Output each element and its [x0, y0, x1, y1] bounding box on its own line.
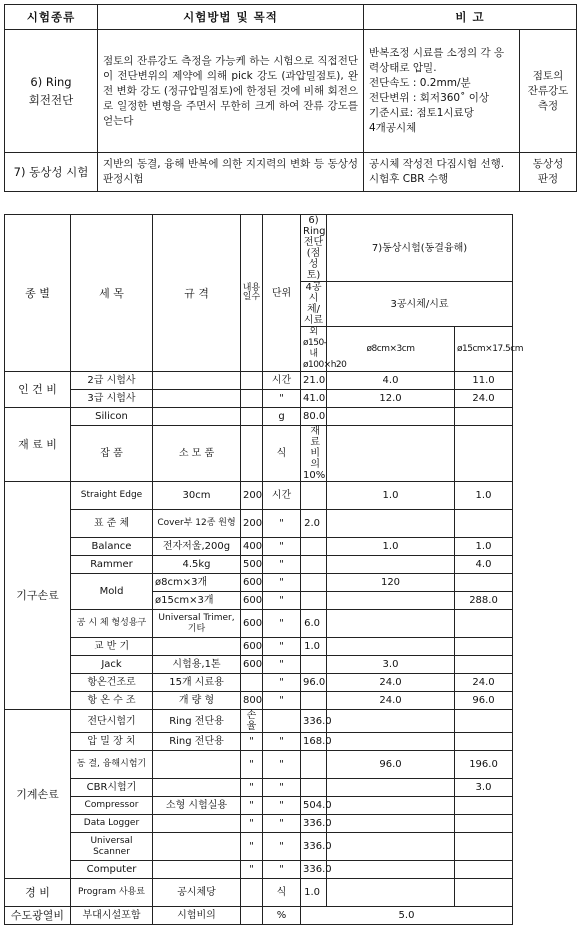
cost-freeze-small-value [327, 510, 455, 538]
cost-unit: 시간 [263, 482, 301, 510]
cost-freeze-large-value [455, 610, 513, 638]
cost-freeze-large-value [455, 797, 513, 815]
cost-freeze-small-value: 24.0 [327, 674, 455, 692]
header-test-type: 시험종류 [5, 5, 98, 30]
cost-life: " [241, 815, 263, 833]
header-ring-specimens: 4공시체/시료 [301, 282, 327, 327]
cost-unit [263, 710, 301, 733]
cost-unit: " [263, 556, 301, 574]
cost-life [241, 390, 263, 408]
table-row [5, 692, 577, 710]
header-useful-life [241, 215, 263, 372]
cost-spec [153, 638, 241, 656]
cost-unit: " [263, 610, 301, 638]
cost-ring-value: 1.0 [301, 879, 327, 907]
cost-life: " [241, 797, 263, 815]
cost-item: 항온건조로 [71, 674, 153, 692]
header-freeze-specimens: 3공시체/시료 [327, 282, 513, 327]
cost-life [241, 408, 263, 426]
cost-ring-value [301, 656, 327, 674]
cost-freeze-small-value [327, 733, 455, 751]
test-name-line-1: 6) Ring [30, 75, 72, 89]
cost-spec [153, 372, 241, 390]
cost-spec: 4.5kg [153, 556, 241, 574]
cost-freeze-small-value [327, 426, 455, 482]
cost-freeze-large-value [455, 656, 513, 674]
test-name-line-2: 회전전단 [28, 93, 74, 107]
table-row [5, 879, 577, 907]
cost-freeze-large-value: 96.0 [455, 692, 513, 710]
cost-freeze-small-value: 12.0 [327, 390, 455, 408]
header-small-mold-dims: ø8cm×3cm [327, 327, 455, 372]
cost-freeze-large-value: 1.0 [455, 482, 513, 510]
cost-spec: ø15cm×3개 [153, 592, 241, 610]
header-ring-dims: 외ø150-내ø100×h20 [301, 327, 327, 372]
cost-life: 600 [241, 638, 263, 656]
cost-unit: " [263, 674, 301, 692]
cost-freeze-large-value: 24.0 [455, 390, 513, 408]
cost-spec [153, 833, 241, 861]
cost-ring-value: 336.0 [301, 861, 327, 879]
cost-freeze-small-value: 4.0 [327, 372, 455, 390]
cost-life: 600 [241, 610, 263, 638]
cost-life: 손율 [241, 710, 263, 733]
cost-life: " [241, 833, 263, 861]
cost-item: Universal Scanner [71, 833, 153, 861]
cost-freeze-small-value [327, 556, 455, 574]
cost-item: 압 밀 장 치 [71, 733, 153, 751]
table-row [5, 751, 577, 779]
cost-unit: " [263, 779, 301, 797]
cost-ring-value [301, 482, 327, 510]
header-category: 종 별 [5, 215, 71, 372]
cost-ring-value [301, 556, 327, 574]
cost-unit: " [263, 692, 301, 710]
cost-item: 2급 시험사 [71, 372, 153, 390]
cost-ring-value: 1.0 [301, 638, 327, 656]
cost-ring-value [301, 692, 327, 710]
cost-item: 동 결, 융해시험기 [71, 751, 153, 779]
cost-ring-value [301, 538, 327, 556]
cost-freeze-small-value: 1.0 [327, 538, 455, 556]
test-conditions: 공시체 작성전 다짐시험 선행. 시험후 CBR 수행 [364, 153, 520, 192]
cost-ring-value: 21.0 [301, 372, 327, 390]
test-purpose: 동상성 판정 [520, 153, 577, 192]
cost-item: Mold [71, 574, 153, 610]
cost-freeze-large-value: 196.0 [455, 751, 513, 779]
cost-category: 기계손료 [5, 710, 71, 879]
cost-ring-value: 336.0 [301, 815, 327, 833]
table-row [5, 733, 577, 751]
cost-item: 전단시험기 [71, 710, 153, 733]
cost-spec [153, 815, 241, 833]
cost-category: 기구손료 [5, 482, 71, 710]
cost-freeze-small-value [327, 879, 455, 907]
cost-freeze-large-value [455, 861, 513, 879]
table-row [5, 390, 577, 408]
cost-item: 항 온 수 조 [71, 692, 153, 710]
test-method-table [4, 4, 577, 192]
test-description: 점토의 잔류강도 측정을 가능케 하는 시험으로 직접전단이 전단변위의 제약에 의해 pick 강도 (과압밀점토), 완전 변화 강도 (정규압밀점토)에 한정된 것에 비해 회전으로 일정한 변형을 주면서 무한히 크게 하여 잔류 강도를 얻는다 [98, 30, 364, 153]
cost-unit: " [263, 861, 301, 879]
cost-ring-value: 80.0 [301, 408, 327, 426]
cost-freeze-large-value [455, 733, 513, 751]
cost-category: 재 료 비 [5, 408, 71, 482]
table-row [5, 408, 577, 426]
cost-life [241, 372, 263, 390]
test-name [5, 30, 98, 153]
cost-unit: " [263, 510, 301, 538]
table-row [5, 907, 577, 925]
cost-life: 600 [241, 592, 263, 610]
cost-spec: 전자저울,200g [153, 538, 241, 556]
cost-spec: Ring 전단용 [153, 710, 241, 733]
cost-life: 400 [241, 538, 263, 556]
cost-spec: ø8cm×3개 [153, 574, 241, 592]
cost-life: " [241, 751, 263, 779]
header-method-purpose: 시험방법 및 목적 [98, 5, 364, 30]
cost-freeze-small-value [327, 592, 455, 610]
cost-unit: " [263, 656, 301, 674]
cost-ring-value [301, 751, 327, 779]
header-useful-life-label: 내용 일수 [242, 283, 261, 302]
cost-category: 수도광열비 [5, 907, 71, 925]
cost-ring-value [301, 779, 327, 797]
cost-unit: " [263, 733, 301, 751]
cost-spec: 15개 시료용 [153, 674, 241, 692]
table-row [5, 538, 577, 556]
cost-spec: 소 모 품 [153, 426, 241, 482]
cost-item: Computer [71, 861, 153, 879]
cost-item: Jack [71, 656, 153, 674]
cost-freeze-small-value: 96.0 [327, 751, 455, 779]
cost-spec [153, 861, 241, 879]
cost-unit: % [263, 907, 301, 925]
cost-spec: 시험비의 [153, 907, 241, 925]
header-spec: 규 격 [153, 215, 241, 372]
table-row [5, 710, 577, 733]
cost-life: 200 [241, 482, 263, 510]
cost-freeze-small-value [327, 833, 455, 861]
header-remarks: 비 고 [364, 5, 577, 30]
cost-spec: 개 량 형 [153, 692, 241, 710]
cost-table-body [5, 372, 577, 925]
cost-freeze-large-value [455, 510, 513, 538]
cost-freeze-small-value: 3.0 [327, 656, 455, 674]
cost-freeze-large-value: 288.0 [455, 592, 513, 610]
cost-ring-value: 2.0 [301, 510, 327, 538]
cost-freeze-large-value [455, 833, 513, 861]
cost-freeze-large-value [455, 815, 513, 833]
cost-ring-value [301, 592, 327, 610]
table-row [5, 30, 577, 153]
cost-spec: Universal Trimer,기타 [153, 610, 241, 638]
cost-life: 600 [241, 656, 263, 674]
cost-item: 공 시 체 형성용구 [71, 610, 153, 638]
cost-freeze-large-value [455, 574, 513, 592]
cost-freeze-large-value [455, 638, 513, 656]
cost-item: 표 준 체 [71, 510, 153, 538]
cost-spec: 시험용,1톤 [153, 656, 241, 674]
cost-unit: " [263, 390, 301, 408]
test-method-header [5, 5, 577, 30]
cost-unit: " [263, 592, 301, 610]
cost-item: Silicon [71, 408, 153, 426]
cost-life [241, 674, 263, 692]
table-row [5, 510, 577, 538]
cost-item: Program 사용료 [71, 879, 153, 907]
table-row [5, 372, 577, 390]
cost-life [241, 907, 263, 925]
test-conditions: 반복조정 시료를 소정의 각 응력상태로 압밀. 전단속도 : 0.2mm/분 전단변위 : 회저360˚ 이상 기준시료: 점토1시료당 4개공시체 [364, 30, 520, 153]
cost-freeze-small-value [327, 610, 455, 638]
cost-ring-value: 504.0 [301, 797, 327, 815]
cost-item: Compressor [71, 797, 153, 815]
cost-life: " [241, 779, 263, 797]
test-description: 지반의 동결, 융해 반복에 의한 지지력의 변화 등 동상성 판정시험 [98, 153, 364, 192]
table-row [5, 426, 577, 482]
cost-freeze-small-value [327, 815, 455, 833]
cost-life: 600 [241, 574, 263, 592]
cost-ring-value: 336.0 [301, 833, 327, 861]
cost-ring-value: 재료비의 10% [301, 426, 327, 482]
cost-freeze-large-value: 3.0 [455, 779, 513, 797]
cost-freeze-small-value: 1.0 [327, 482, 455, 510]
cost-freeze-small-value [327, 710, 455, 733]
cost-ring-value: 41.0 [301, 390, 327, 408]
table-row [5, 656, 577, 674]
cost-freeze-small-value [327, 408, 455, 426]
table-row [5, 797, 577, 815]
cost-spec [153, 390, 241, 408]
cost-item: Rammer [71, 556, 153, 574]
cost-spec: Ring 전단용 [153, 733, 241, 751]
cost-category: 인 건 비 [5, 372, 71, 408]
cost-life: 800 [241, 692, 263, 710]
table-row [5, 674, 577, 692]
cost-freeze-small-value: 120 [327, 574, 455, 592]
cost-item: 3급 시험사 [71, 390, 153, 408]
table-row [5, 556, 577, 574]
cost-life: 500 [241, 556, 263, 574]
cost-item: CBR시험기 [71, 779, 153, 797]
cost-life [241, 426, 263, 482]
cost-freeze-large-value: 11.0 [455, 372, 513, 390]
cost-freeze-small-value [327, 797, 455, 815]
cost-unit: g [263, 408, 301, 426]
header-unit: 단위 [263, 215, 301, 372]
cost-spec [153, 751, 241, 779]
table-row [5, 482, 577, 510]
header-ring-shear: 6) Ring전단(점성토) [301, 215, 327, 282]
cost-freeze-small-value [327, 779, 455, 797]
cost-life: 200 [241, 510, 263, 538]
cost-spec: 30cm [153, 482, 241, 510]
cost-unit: " [263, 797, 301, 815]
table-row [5, 638, 577, 656]
cost-unit: " [263, 751, 301, 779]
cost-table [4, 214, 577, 925]
cost-freeze-large-value [455, 408, 513, 426]
cost-spec [153, 408, 241, 426]
table-row [5, 861, 577, 879]
table-row [5, 779, 577, 797]
cost-freeze-large-value: 24.0 [455, 674, 513, 692]
cost-category: 경 비 [5, 879, 71, 907]
header-freeze-thaw: 7)동상시험(동결융해) [327, 215, 513, 282]
cost-life: " [241, 733, 263, 751]
cost-ring-value: 6.0 [301, 610, 327, 638]
cost-item: 부대시설포함 [71, 907, 153, 925]
cost-freeze-large-value: 4.0 [455, 556, 513, 574]
cost-freeze-large-value: 1.0 [455, 538, 513, 556]
cost-freeze-large-value [455, 710, 513, 733]
cost-header-row-1 [5, 215, 577, 282]
cost-unit: 식 [263, 879, 301, 907]
table-row [5, 153, 577, 192]
cost-spec [153, 779, 241, 797]
cost-unit: " [263, 638, 301, 656]
cost-freeze-large-value [455, 879, 513, 907]
cost-spec: Cover부 12종 원형 [153, 510, 241, 538]
cost-unit: 시간 [263, 372, 301, 390]
header-item: 세 목 [71, 215, 153, 372]
table-row [5, 815, 577, 833]
table-row [5, 610, 577, 638]
cost-spec: 소형 시험실용 [153, 797, 241, 815]
cost-item: 잡 품 [71, 426, 153, 482]
cost-ring-value [301, 574, 327, 592]
cost-unit: " [263, 538, 301, 556]
table-row [5, 574, 577, 592]
cost-item: Balance [71, 538, 153, 556]
cost-item: 교 반 기 [71, 638, 153, 656]
cost-item: Straight Edge [71, 482, 153, 510]
cost-freeze-small-value: 24.0 [327, 692, 455, 710]
cost-freeze-small-value [327, 861, 455, 879]
cost-ring-value: 336.0 [301, 710, 327, 733]
table-row [5, 833, 577, 861]
cost-life [241, 879, 263, 907]
cost-spec: 공시체당 [153, 879, 241, 907]
test-name: 7) 동상성 시험 [5, 153, 98, 192]
cost-unit: 식 [263, 426, 301, 482]
test-purpose: 점토의 잔류강도 측정 [520, 30, 577, 153]
cost-life: " [241, 861, 263, 879]
cost-overall-rate: 5.0 [301, 907, 513, 925]
cost-freeze-large-value [455, 426, 513, 482]
cost-ring-value: 96.0 [301, 674, 327, 692]
cost-freeze-small-value [327, 638, 455, 656]
cost-item: Data Logger [71, 815, 153, 833]
cost-unit: " [263, 574, 301, 592]
cost-unit: " [263, 815, 301, 833]
cost-unit: " [263, 833, 301, 861]
header-large-mold-dims: ø15cm×17.5cm [455, 327, 513, 372]
cost-ring-value: 168.0 [301, 733, 327, 751]
